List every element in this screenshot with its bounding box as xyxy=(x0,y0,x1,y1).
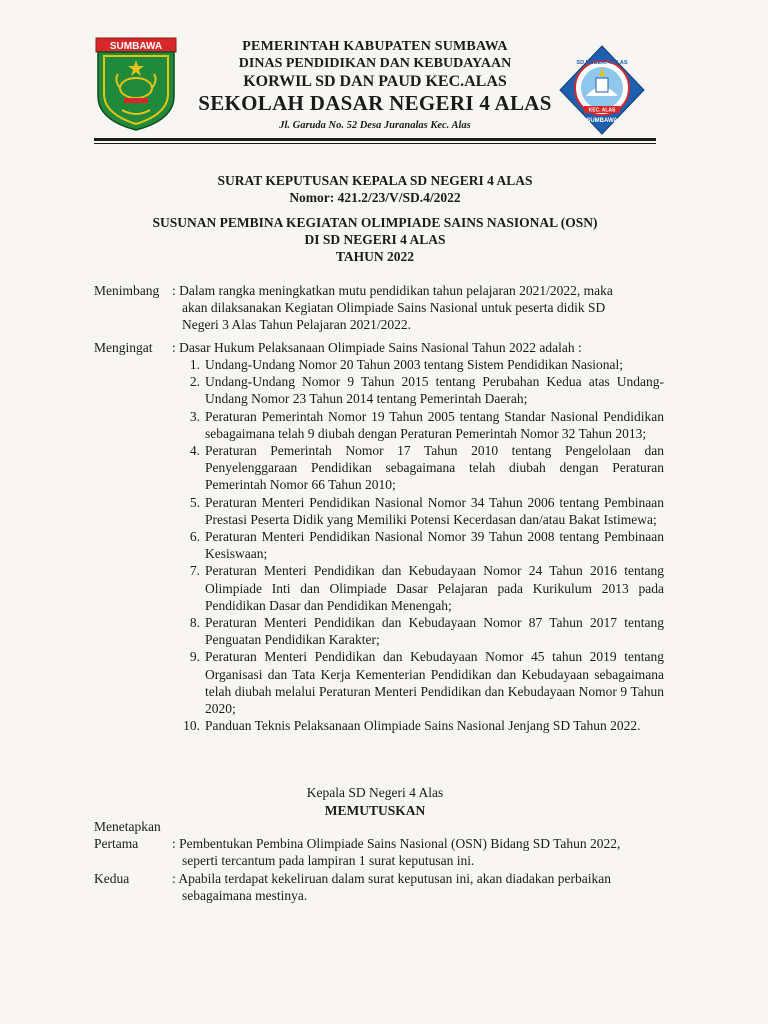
menimbang-text xyxy=(172,282,662,334)
list-item xyxy=(172,356,664,373)
pertama-line-2: seperti tercantum pada lampiran 1 surat keputusan ini. xyxy=(182,853,475,869)
letterhead-line-department: DINAS PENDIDIKAN DAN KEBUDAYAAN xyxy=(238,56,512,71)
list-item xyxy=(172,494,664,528)
kedua-text xyxy=(172,870,662,904)
mengingat-label: Mengingat xyxy=(94,340,153,355)
list-item-number: 4. xyxy=(189,443,200,459)
list-item-text: Peraturan Pemerintah Nomor 19 Tahun 2005 tentang Standar Nasional Pendidikan sebagaimana telah 9 diubah dengan Peraturan Pemerintah Nomor 32 Tahun 2013; xyxy=(205,408,664,441)
list-item-number: 3. xyxy=(189,408,200,424)
list-item xyxy=(172,717,664,734)
letterhead-line-government: PEMERINTAH KABUPATEN SUMBAWA xyxy=(242,39,508,54)
decree-subject-line-3: TAHUN 2022 xyxy=(335,249,415,264)
decree-subject-line-1: SUSUNAN PEMBINA KEGIATAN OLIMPIADE SAINS NASIONAL (OSN) xyxy=(152,215,598,230)
pertama-label: Pertama xyxy=(94,836,139,851)
kedua-line-1: : Apabila terdapat kekeliruan dalam surat keputusan ini, akan diadakan perbaikan xyxy=(172,871,611,886)
mengingat-list xyxy=(172,356,664,734)
letterhead xyxy=(190,38,560,134)
decree-heading xyxy=(94,172,656,206)
pertama-line-1: : Pembentukan Pembina Olimpiade Sains Nasional (OSN) Bidang SD Tahun 2022, xyxy=(172,836,621,851)
decree-title: SURAT KEPUTUSAN KEPALA SD NEGERI 4 ALAS xyxy=(217,173,533,188)
decree-subject xyxy=(94,214,656,265)
kedua-label: Kedua xyxy=(94,871,130,886)
list-item xyxy=(172,562,664,614)
menimbang-line-3: Negeri 3 Alas Tahun Pelajaran 2021/2022. xyxy=(182,317,412,333)
list-item-text: Peraturan Menteri Pendidikan dan Kebudayaan Nomor 24 Tahun 2016 tentang Olimpiade Inti dan Olimpiade Dasar Pelajaran pada Kurikulum 2013 pada Pendidikan Dasar dan Pendidikan Menengah; xyxy=(205,563,664,613)
list-item-number: 6. xyxy=(189,529,200,545)
letterhead-address: Jl. Garuda No. 52 Desa Juranalas Kec. Alas xyxy=(279,120,471,131)
letterhead-line-korwil: KORWIL SD DAN PAUD KEC.ALAS xyxy=(243,73,507,90)
emblem-banner-text: SUMBAWA xyxy=(109,41,163,52)
menetapkan-label: Menetapkan xyxy=(94,819,161,834)
letterhead-rule-thin xyxy=(94,143,656,144)
list-item-text: Peraturan Pemerintah Nomor 17 Tahun 2010 tentang Pengelolaan dan Penyelenggaraan Pendidikan sebagaimana telah diubah dengan Peraturan Pemerintah Nomor 66 Tahun 2010; xyxy=(205,443,664,493)
decree-subject-line-2: DI SD NEGERI 4 ALAS xyxy=(304,232,446,247)
list-item-number: 1. xyxy=(189,357,200,372)
badge-bottom-text: SUMBAWA xyxy=(586,118,618,124)
list-item xyxy=(172,442,664,494)
list-item xyxy=(172,614,664,648)
school-badge-icon xyxy=(556,44,648,136)
list-item xyxy=(172,373,664,407)
decree-number: Nomor: 421.2/23/V/SD.4/2022 xyxy=(289,190,461,205)
badge-mid-text: KEC. ALAS xyxy=(588,107,616,114)
decision-verb: MEMUTUSKAN xyxy=(324,803,426,818)
list-item-number: 10. xyxy=(183,718,200,734)
menimbang-line-2: akan dilaksanakan Kegiatan Olimpiade Sains Nasional untuk peserta didik SD xyxy=(182,300,606,316)
letterhead-rule-thick xyxy=(94,138,656,141)
kedua-line-2: sebagaimana mestinya. xyxy=(182,888,308,904)
sumbawa-regency-emblem-icon xyxy=(94,36,178,132)
list-item-number: 5. xyxy=(189,494,200,510)
list-item-number: 2. xyxy=(189,374,200,390)
list-item-text: Peraturan Menteri Pendidikan dan Kebudayaan Nomor 45 tahun 2019 tentang Organisasi dan Tata Kerja Kementerian Pendidikan dan Kebudayaan sebagaimana telah diubah melalui Peraturan Menteri Pendidikan dan Kebudayaan Nomor 9 Tahun 2020; xyxy=(205,649,664,717)
list-item-text: Peraturan Menteri Pendidikan Nasional Nomor 39 Tahun 2008 tentang Pembinaan Kesiswaan; xyxy=(205,529,664,562)
list-item-text: Peraturan Menteri Pendidikan dan Kebudayaan Nomor 87 Tahun 2017 tentang Penguatan Pendidikan Karakter; xyxy=(205,615,664,648)
list-item xyxy=(172,528,664,562)
mengingat-intro: : Dasar Hukum Pelaksanaan Olimpiade Sains Nasional Tahun 2022 adalah : xyxy=(172,340,582,355)
list-item-text: Undang-Undang Nomor 9 Tahun 2015 tentang Perubahan Kedua atas Undang-Undang Nomor 23 Tahun 2014 tentang Pemerintah Daerah; xyxy=(205,374,664,407)
badge-top-text: SD NEGERI 4 ALAS xyxy=(576,60,628,66)
letterhead-school-name: SEKOLAH DASAR NEGERI 4 ALAS xyxy=(198,91,552,115)
decision-head: Kepala SD Negeri 4 Alas xyxy=(306,785,444,800)
menimbang-label: Menimbang xyxy=(94,283,160,298)
list-item-number: 9. xyxy=(189,649,200,665)
list-item-text: Peraturan Menteri Pendidikan Nasional Nomor 34 Tahun 2006 tentang Pembinaan Prestasi Peserta Didik yang Memiliki Potensi Kecerdasan dan/atau Bakat Istimewa; xyxy=(205,494,664,527)
list-item-number: 7. xyxy=(189,563,200,579)
menimbang-line-1: : Dalam rangka meningkatkan mutu pendidikan tahun pelajaran 2021/2022, maka xyxy=(172,283,613,298)
list-item-number: 8. xyxy=(189,615,200,631)
pertama-text xyxy=(172,835,662,869)
list-item xyxy=(172,408,664,442)
list-item-text: Undang-Undang Nomor 20 Tahun 2003 tentang Sistem Pendidikan Nasional; xyxy=(205,357,623,372)
list-item xyxy=(172,648,664,717)
list-item-text: Panduan Teknis Pelaksanaan Olimpiade Sains Nasional Jenjang SD Tahun 2022. xyxy=(205,718,641,734)
